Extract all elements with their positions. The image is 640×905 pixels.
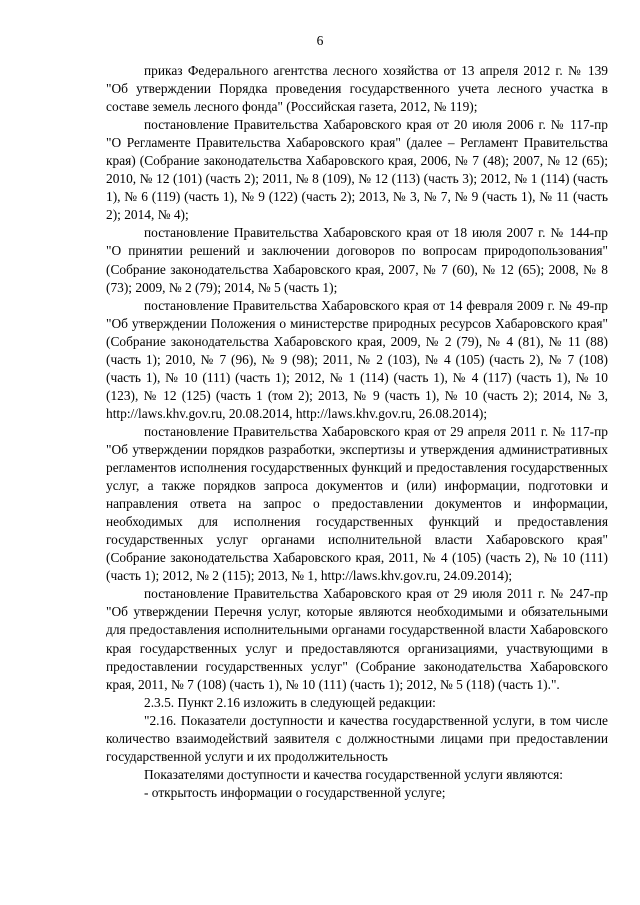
paragraph-item-2-3-5: 2.3.5. Пункт 2.16 изложить в следующей редакции:: [144, 694, 436, 710]
paragraph-resolution-49-2009: постановление Правительства Хабаровского края от 14 февраля 2009 г. № 49-пр "Об утверждении Положения о министерстве природных ресурсов Хабаровского края" (Собрание законодательства Хабаровского края, 2009, № 2 (79), № 4 (81), № 11 (88) (часть 1); 2010, № 7 (96), № 9 (98); 2011, № 2 (103), № 4 (105) (часть 2), № 7 (108) (часть 1), № 10 (111) (часть 1); 2012, № 1 (114) (часть 1), № 4 (117) (часть 1), № 10 (123), № 12 (125) (часть 1 (том 2); 2013, № 9 (часть 1), № 10 (часть 2); 2014, № 3, http://laws.khv.gov.ru, 20.08.2014, http://laws.khv.gov.ru, 26.08.2014);: [106, 297, 608, 421]
document-body: [106, 62, 608, 802]
paragraph-item-2-16: "2.16. Показатели доступности и качества государственной услуги, в том числе количество взаимодействий заявителя с должностными лицами при предоставлении государственной услуги и их продолжительность: [106, 712, 608, 764]
paragraph-resolution-247-2011: постановление Правительства Хабаровского края от 29 июля 2011 г. № 247-пр "Об утверждении Перечня услуг, которые являются необходимыми и обязательными для предоставления исполнительными органами государственной власти Хабаровского края государственных услуг и предоставляются организациями, участвующими в предоставлении государственных услуг" (Собрание законодательства Хабаровского края, 2011, № 7 (108) (часть 1), № 10 (111) (часть 1); 2012, № 5 (118) (часть 1).".: [106, 586, 608, 692]
page-number: 6: [316, 33, 324, 48]
paragraph-indicators-intro: Показателями доступности и качества государственной услуги являются:: [144, 766, 564, 782]
paragraph-indicator-openness: - открытость информации о государственной услуге;: [144, 784, 446, 800]
paragraph-resolution-117-2006: постановление Правительства Хабаровского края от 20 июля 2006 г. № 117-пр "О Регламенте Правительства Хабаровского края" (далее – Регламент Правительства края) (Собрание законодательства Хабаровского края, 2006, № 7 (48); 2007, № 12 (65); 2010, № 12 (101) (часть 2); 2011, № 8 (109), № 12 (113) (часть 3); 2012, № 1 (114) (часть 1), № 6 (119) (часть 1), № 9 (122) (часть 2); 2013, № 3, № 7, № 9 (часть 1), № 11 (часть 2); 2014, № 4);: [106, 117, 608, 223]
paragraph-order-forest-agency: приказ Федерального агентства лесного хозяйства от 13 апреля 2012 г. № 139 "Об утверждении Порядка проведения государственного учета лесного участка в составе земель лесного фонда" (Российская газета, 2012, № 119);: [106, 63, 608, 115]
paragraph-resolution-117-2011: постановление Правительства Хабаровского края от 29 апреля 2011 г. № 117-пр "Об утверждении порядков разработки, экспертизы и утверждения административных регламентов исполнения государственных функций и предоставления государственных услуг, а также порядков запроса документов и (или) информации, подготовки и направления ответа на запрос о предоставлении документов и информации, необходимых для исполнения государственных функций и предоставления государственных услуг органами исполнительной власти Хабаровского края" (Собрание законодательства Хабаровского края, 2011, № 4 (105) (часть 2), № 10 (111) (часть 1); 2012, № 2 (115); 2013, № 1, http://laws.khv.gov.ru, 24.09.2014);: [106, 423, 608, 584]
paragraph-resolution-144-2007: постановление Правительства Хабаровского края от 18 июля 2007 г. № 144-пр "О принятии решений и заключении договоров по вопросам природопользования" (Собрание законодательства Хабаровского края, 2007, № 7 (60), № 12 (65); 2008, № 8 (73); 2009, № 2 (79); 2014, № 5 (часть 1);: [106, 225, 608, 295]
